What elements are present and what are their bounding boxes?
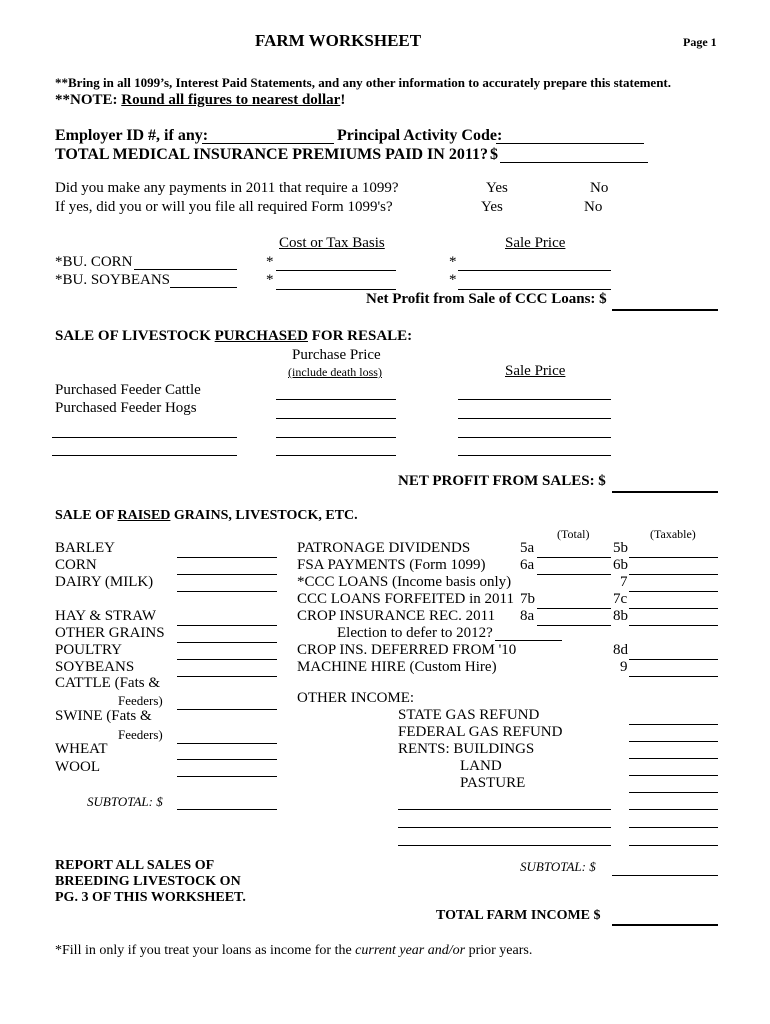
employer-id-label: Employer ID #, if any:	[55, 127, 209, 144]
question-filed-1099: If yes, did you or will you file all required Form 1099's?	[55, 199, 393, 215]
report-note-line3: PG. 3 OF THIS WORKSHEET.	[55, 890, 246, 905]
election-defer-field[interactable]	[495, 640, 562, 641]
rents-pasture-label: PASTURE	[460, 775, 526, 791]
question-1099: Did you make any payments in 2011 that require a 1099?	[55, 180, 399, 196]
report-note-line1: REPORT ALL SALES OF	[55, 858, 215, 873]
line-7: 7	[620, 574, 628, 590]
cost-basis-header: Cost or Tax Basis	[279, 235, 385, 251]
machine-hire-field[interactable]	[629, 676, 718, 677]
soybeans-label: SOYBEANS	[55, 659, 135, 675]
soy-sale-field[interactable]	[458, 289, 611, 290]
soy-cost-star: *	[266, 272, 274, 288]
total-farm-income-label: TOTAL FARM INCOME $	[436, 908, 601, 923]
line-6b: 6b	[613, 557, 628, 573]
crop-deferred-field[interactable]	[629, 659, 718, 660]
medical-premiums-field[interactable]	[500, 162, 648, 163]
rents-land-field[interactable]	[629, 775, 718, 776]
other-income-label: OTHER INCOME:	[297, 690, 415, 706]
fill-note-a: *Fill in only if you treat your loans as income for the	[55, 943, 356, 958]
barley-field[interactable]	[177, 557, 277, 558]
round-note	[55, 93, 345, 108]
hay-straw-label: HAY & STRAW	[55, 608, 157, 624]
death-loss-note: (include death loss)	[288, 365, 382, 379]
bring-note: **Bring in all 1099’s, Interest Paid Statements, and any other information to accurately prepare this statement.	[55, 75, 672, 90]
medical-dollar-sign: $	[490, 146, 498, 163]
hogs-sale-field[interactable]	[458, 418, 611, 419]
raised-subtotal-label: SUBTOTAL: $	[87, 794, 163, 809]
line-8a: 8a	[520, 608, 535, 624]
q1-yes[interactable]: Yes	[486, 180, 508, 196]
page-number: Page 1	[683, 35, 717, 49]
corn-field[interactable]	[177, 574, 277, 575]
income-subtotal-field[interactable]	[612, 875, 718, 876]
poultry-field[interactable]	[177, 659, 277, 660]
federal-gas-field[interactable]	[629, 741, 718, 742]
other-income-3-label-field[interactable]	[398, 845, 611, 846]
bu-soybeans-label: *BU. SOYBEANS	[55, 272, 171, 288]
rents-pasture-field[interactable]	[629, 792, 718, 793]
taxable-column-header: (Taxable)	[650, 527, 696, 541]
fill-note-b: prior years.	[465, 943, 533, 958]
feeder-hogs-label: Purchased Feeder Hogs	[55, 400, 197, 416]
rents-land-label: LAND	[460, 758, 502, 774]
crop-insurance-taxable-field[interactable]	[629, 625, 718, 626]
bu-corn-label: *BU. CORN	[55, 254, 133, 270]
principal-activity-field[interactable]	[496, 143, 644, 144]
wheat-field[interactable]	[177, 759, 277, 760]
swine-feeders-label: Feeders)	[118, 727, 163, 742]
other2-purchased-label-field[interactable]	[52, 455, 237, 456]
wool-label: WOOL	[55, 759, 100, 775]
state-gas-field[interactable]	[629, 724, 718, 725]
line-7c: 7c	[613, 591, 628, 607]
crop-deferred-label: CROP INS. DEFERRED FROM '10	[297, 642, 517, 658]
other-income-1-label-field[interactable]	[398, 809, 611, 810]
line-5a: 5a	[520, 540, 535, 556]
wool-field[interactable]	[177, 776, 277, 777]
ccc-forfeited-taxable-field[interactable]	[629, 608, 718, 609]
ccc-net-profit-label: Net Profit from Sale of CCC Loans: $	[366, 291, 607, 307]
fsa-taxable-field[interactable]	[629, 574, 718, 575]
other-purchased-label-field[interactable]	[52, 437, 237, 438]
raised-heading-a: SALE OF	[55, 508, 118, 523]
corn-label: CORN	[55, 557, 97, 573]
fill-in-note	[55, 944, 532, 958]
note-prefix: **NOTE:	[55, 92, 118, 108]
swine-field[interactable]	[177, 743, 277, 744]
bu-corn-field[interactable]	[134, 269, 237, 270]
q2-yes[interactable]: Yes	[481, 199, 503, 215]
cattle-field[interactable]	[177, 709, 277, 710]
line-7b: 7b	[520, 591, 535, 607]
note-text: Round all figures to nearest dollar	[121, 92, 341, 108]
crop-insurance-label: CROP INSURANCE REC. 2011	[297, 608, 496, 624]
machine-hire-label: MACHINE HIRE (Custom Hire)	[297, 659, 497, 675]
raised-heading-b: GRAINS, LIVESTOCK, ETC.	[170, 508, 358, 523]
hay-straw-field[interactable]	[177, 625, 277, 626]
purchased-heading-u: PURCHASED	[214, 328, 308, 344]
q2-no[interactable]: No	[584, 199, 603, 215]
line-6a: 6a	[520, 557, 535, 573]
purchased-heading-b: FOR RESALE:	[307, 328, 413, 344]
sale-price-header: Sale Price	[505, 235, 566, 251]
note-suffix: !	[340, 92, 346, 108]
other2-sale-field[interactable]	[458, 455, 611, 456]
raised-subtotal-field[interactable]	[177, 809, 277, 810]
employer-id-field[interactable]	[202, 143, 334, 144]
barley-label: BARLEY	[55, 540, 115, 556]
purchased-net-profit-label: NET PROFIT FROM SALES: $	[398, 473, 606, 489]
total-farm-income-field[interactable]	[612, 924, 718, 926]
cattle-sale-field[interactable]	[458, 399, 611, 400]
total-column-header: (Total)	[557, 527, 590, 541]
wheat-label: WHEAT	[55, 741, 108, 757]
federal-gas-label: FEDERAL GAS REFUND	[398, 724, 563, 740]
fsa-total-field[interactable]	[537, 574, 611, 575]
other-grains-label: OTHER GRAINS	[55, 625, 165, 641]
raised-heading	[55, 509, 358, 523]
purchased-sale-price-header: Sale Price	[505, 363, 566, 379]
dairy-label: DAIRY (MILK)	[55, 574, 154, 590]
purchase-price-header: Purchase Price	[292, 347, 381, 363]
line-8b: 8b	[613, 608, 628, 624]
principal-activity-label: Principal Activity Code:	[337, 127, 503, 144]
other-income-2-label-field[interactable]	[398, 827, 611, 828]
income-subtotal-label: SUBTOTAL: $	[520, 859, 596, 874]
other1-sale-field[interactable]	[458, 437, 611, 438]
cattle-feeders-label: Feeders)	[118, 693, 163, 708]
other1-purchase-field[interactable]	[276, 437, 396, 438]
rents-buildings-field[interactable]	[629, 758, 718, 759]
poultry-label: POULTRY	[55, 642, 122, 658]
other-income-2-field[interactable]	[629, 827, 718, 828]
other-income-1-field[interactable]	[629, 809, 718, 810]
medical-premiums-label: TOTAL MEDICAL INSURANCE PREMIUMS PAID IN 2011?	[55, 146, 488, 163]
cattle-label: CATTLE (Fats &	[55, 675, 160, 691]
other-grains-field[interactable]	[177, 642, 277, 643]
ccc-loans-label: *CCC LOANS (Income basis only)	[297, 574, 512, 590]
ccc-forfeited-total-field[interactable]	[537, 608, 611, 609]
soy-cost-field[interactable]	[276, 289, 396, 290]
swine-label: SWINE (Fats &	[55, 708, 152, 724]
other2-purchase-field[interactable]	[276, 455, 396, 456]
rents-buildings-label: RENTS: BUILDINGS	[398, 741, 535, 757]
dairy-field[interactable]	[177, 591, 277, 592]
report-note-line2: BREEDING LIVESTOCK ON	[55, 874, 241, 889]
state-gas-label: STATE GAS REFUND	[398, 707, 540, 723]
corn-cost-star: *	[266, 254, 274, 270]
soybeans-field[interactable]	[177, 676, 277, 677]
ccc-net-profit-field[interactable]	[612, 309, 718, 311]
crop-insurance-total-field[interactable]	[537, 625, 611, 626]
patronage-taxable-field[interactable]	[629, 557, 718, 558]
line-8d: 8d	[613, 642, 628, 658]
soy-sale-star: *	[449, 272, 457, 288]
page-title: FARM WORKSHEET	[255, 31, 422, 50]
patronage-total-field[interactable]	[537, 557, 611, 558]
bu-soybeans-field[interactable]	[170, 287, 237, 288]
corn-sale-star: *	[449, 254, 457, 270]
fill-note-italic: current year and/or	[355, 943, 466, 958]
other-income-3-field[interactable]	[629, 845, 718, 846]
patronage-label: PATRONAGE DIVIDENDS	[297, 540, 471, 556]
raised-heading-u: RAISED	[117, 508, 171, 523]
ccc-loans-taxable-field[interactable]	[629, 591, 718, 592]
cattle-purchase-field[interactable]	[276, 399, 396, 400]
q1-no[interactable]: No	[590, 180, 609, 196]
ccc-forfeited-label: CCC LOANS FORFEITED in 2011	[297, 591, 514, 607]
fsa-payments-label: FSA PAYMENTS (Form 1099)	[297, 557, 486, 573]
hogs-purchase-field[interactable]	[276, 418, 396, 419]
feeder-cattle-label: Purchased Feeder Cattle	[55, 382, 201, 398]
corn-sale-field[interactable]	[458, 270, 611, 271]
line-5b: 5b	[613, 540, 628, 556]
purchased-heading	[55, 329, 412, 344]
corn-cost-field[interactable]	[276, 270, 396, 271]
purchased-heading-a: SALE OF LIVESTOCK	[55, 328, 215, 344]
line-9: 9	[620, 659, 628, 675]
purchased-net-profit-field[interactable]	[612, 491, 718, 493]
election-defer-label: Election to defer to 2012?	[337, 625, 493, 641]
